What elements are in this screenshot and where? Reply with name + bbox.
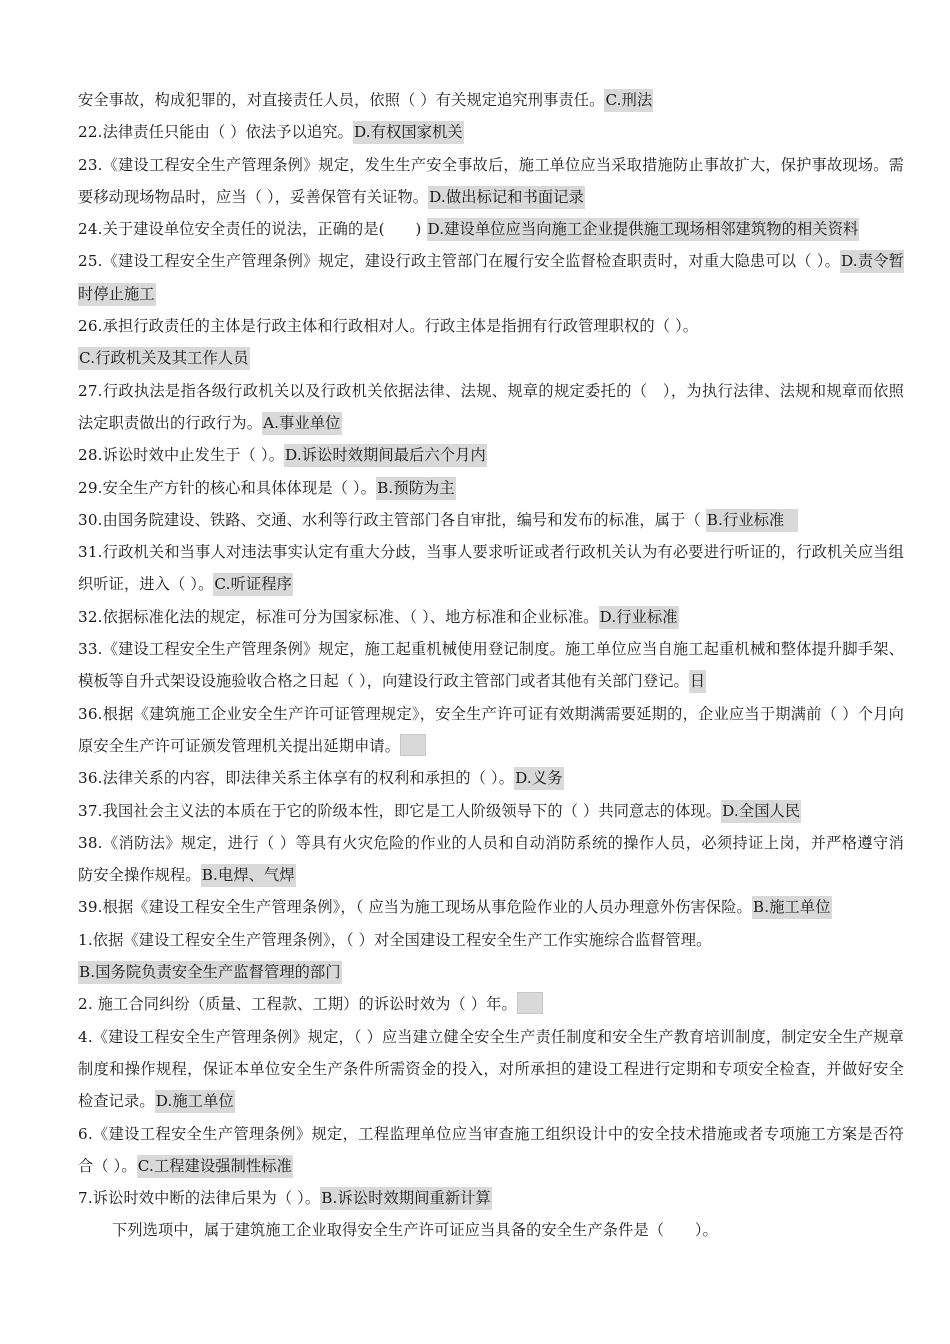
document-body xyxy=(78,84,904,1247)
answer-highlight: B.国务院负责安全生产监督管理的部门 xyxy=(78,961,342,984)
answer-highlight: D.建设单位应当向施工企业提供施工现场相邻建筑物的相关资料 xyxy=(427,218,860,241)
answer-highlight: C.听证程序 xyxy=(213,573,293,596)
question-item xyxy=(78,149,904,214)
question-item xyxy=(78,504,904,536)
question-text: 28.诉讼时效中止发生于（ ）。 xyxy=(78,446,285,465)
question-text: 36.根据《建筑施工企业安全生产许可证管理规定》，安全生产许可证有效期满需要延期的，企业应当于期满前（ ）个月向原安全生产许可证颁发管理机关提出延期申请。 xyxy=(78,704,904,755)
question-item xyxy=(78,795,904,827)
question-item xyxy=(78,245,904,310)
answer-highlight: B.电焊、气焊 xyxy=(201,864,296,887)
answer-highlight: C.刑法 xyxy=(604,89,653,112)
question-text: 6.《建设工程安全生产管理条例》规定，工程监理单位应当审查施工组织设计中的安全技术措施或者专项施工方案是否符合（ ）。 xyxy=(78,1124,904,1175)
question-item xyxy=(78,601,904,633)
answer-highlight: 日 xyxy=(689,670,706,693)
question-item xyxy=(78,633,904,698)
question-text: 26.承担行政责任的主体是行政主体和行政相对人。行政主体是指拥有行政管理职权的（ ）。 xyxy=(78,317,699,336)
question-text: 23.《建设工程安全生产管理条例》规定，发生生产安全事故后，施工单位应当采取措施防止事故扩大，保护事故现场。需要移动现场物品时，应当（ ），妥善保管有关证物。 xyxy=(78,155,904,206)
answer-highlight: D.有权国家机关 xyxy=(353,121,464,144)
question-item xyxy=(78,536,904,601)
question-text: 25.《建设工程安全生产管理条例》规定，建设行政主管部门在履行安全监督检查职责时，对重大隐患可以（ ）。 xyxy=(78,252,840,271)
question-item xyxy=(78,1182,904,1214)
answer-highlight: D.做出标记和书面记录 xyxy=(428,186,585,209)
answer-highlight: D.责令暂时停止施工 xyxy=(78,250,904,305)
question-item xyxy=(78,375,904,440)
question-text: 31.行政机关和当事人对违法事实认定有重大分歧，当事人要求听证或者行政机关认为有必要进行听证的，行政机关应当组织听证，进入（ ）。 xyxy=(78,543,904,594)
question-text: 27.行政执法是指各级行政机关以及行政机关依据法律、法规、规章的规定委托的（ ），为执行法律、法规和规章而依照法定职责做出的行政行为。 xyxy=(78,381,904,432)
question-text: 下列选项中，属于建筑施工企业取得安全生产许可证应当具备的安全生产条件是（ ）。 xyxy=(112,1221,718,1240)
answer-highlight: B.施工单位 xyxy=(752,896,832,919)
answer-highlight: B.预防为主 xyxy=(376,477,456,500)
answer-highlight: C.行政机关及其工作人员 xyxy=(78,347,250,370)
question-text: 30.由国务院建设、铁路、交通、水利等行政主管部门各自审批，编号和发布的标准，属于（ xyxy=(78,510,701,529)
question-item xyxy=(78,891,904,923)
answer-highlight: D.全国人民 xyxy=(721,800,801,823)
question-item xyxy=(78,472,904,504)
question-item xyxy=(78,310,904,375)
question-text: 4.《建设工程安全生产管理条例》规定，（ ）应当建立健全安全生产责任制度和安全生产教育培训制度，制定安全生产规章制度和操作规程，保证本单位安全生产条件所需资金的投入，对所承担的建设工程进行定期和专项安全检查，并做好安全检查记录。 xyxy=(78,1027,904,1111)
answer-highlight: D.诉讼时效期间最后六个月内 xyxy=(284,444,487,467)
answer-highlight: B.诉讼时效期间重新计算 xyxy=(320,1187,492,1210)
answer-highlight: A.事业单位 xyxy=(262,412,341,435)
answer-highlight: D.义务 xyxy=(514,767,563,790)
question-text: 2. 施工合同纠纷（质量、工程款、工期）的诉讼时效为（ ）年。 xyxy=(78,995,517,1014)
question-item xyxy=(78,988,904,1020)
question-item xyxy=(78,1118,904,1183)
question-item xyxy=(78,698,904,763)
question-text: 36.法律关系的内容，即法律关系主体享有的权利和承担的（ ）。 xyxy=(78,769,515,788)
question-item xyxy=(78,84,904,116)
question-text: 安全事故，构成犯罪的，对直接责任人员，依照（ ）有关规定追究刑事责任。 xyxy=(78,91,605,109)
question-text: 1.依据《建设工程安全生产管理条例》，（ ）对全国建设工程安全生产工作实施综合监督管理。 xyxy=(78,930,712,949)
answer-highlight: B.行业标准 xyxy=(706,509,799,532)
question-text: 38.《消防法》规定，进行（ ）等具有火灾危险的作业的人员和自动消防系统的操作人员，必须持证上岗，并严格遵守消防安全操作规程。 xyxy=(78,833,904,885)
question-item xyxy=(78,213,904,245)
question-text: 32.依据标准化法的规定，标准可分为国家标准、（ ）、地方标准和企业标准。 xyxy=(78,607,599,626)
answer-highlight-empty xyxy=(517,992,543,1014)
answer-highlight: D.施工单位 xyxy=(155,1090,235,1113)
question-item xyxy=(78,827,904,892)
question-text: 37.我国社会主义法的本质在于它的阶级本性，即它是工人阶级领导下的（ ）共同意志的体现。 xyxy=(78,801,722,820)
answer-highlight: C.工程建设强制性标准 xyxy=(137,1155,293,1178)
question-text: 7.诉讼时效中断的法律后果为（ ）。 xyxy=(78,1189,321,1208)
question-item xyxy=(78,1021,904,1118)
answer-highlight-empty xyxy=(400,734,426,756)
answer-highlight: D.行业标准 xyxy=(599,606,679,629)
question-item xyxy=(78,762,904,794)
question-item xyxy=(78,1214,904,1246)
question-item xyxy=(78,116,904,148)
question-item xyxy=(78,924,904,989)
question-text: 29.安全生产方针的核心和具体体现是（ ）。 xyxy=(78,478,377,497)
question-text: 24.关于建设单位安全责任的说法，正确的是( ) xyxy=(78,220,422,239)
question-text: 22.法律责任只能由（ ）依法予以追究。 xyxy=(78,123,353,142)
question-text: 39.根据《建设工程安全生产管理条例》，（ 应当为施工现场从事危险作业的人员办理意外伤害保险。 xyxy=(78,898,752,917)
question-item xyxy=(78,439,904,471)
question-text: 33.《建设工程安全生产管理条例》规定，施工起重机械使用登记制度。施工单位应当自施工起重机械和整体提升脚手架、模板等自升式架设设施验收合格之日起（ ），向建设行政主管部门或者其他有关部门登记。 xyxy=(78,640,904,691)
